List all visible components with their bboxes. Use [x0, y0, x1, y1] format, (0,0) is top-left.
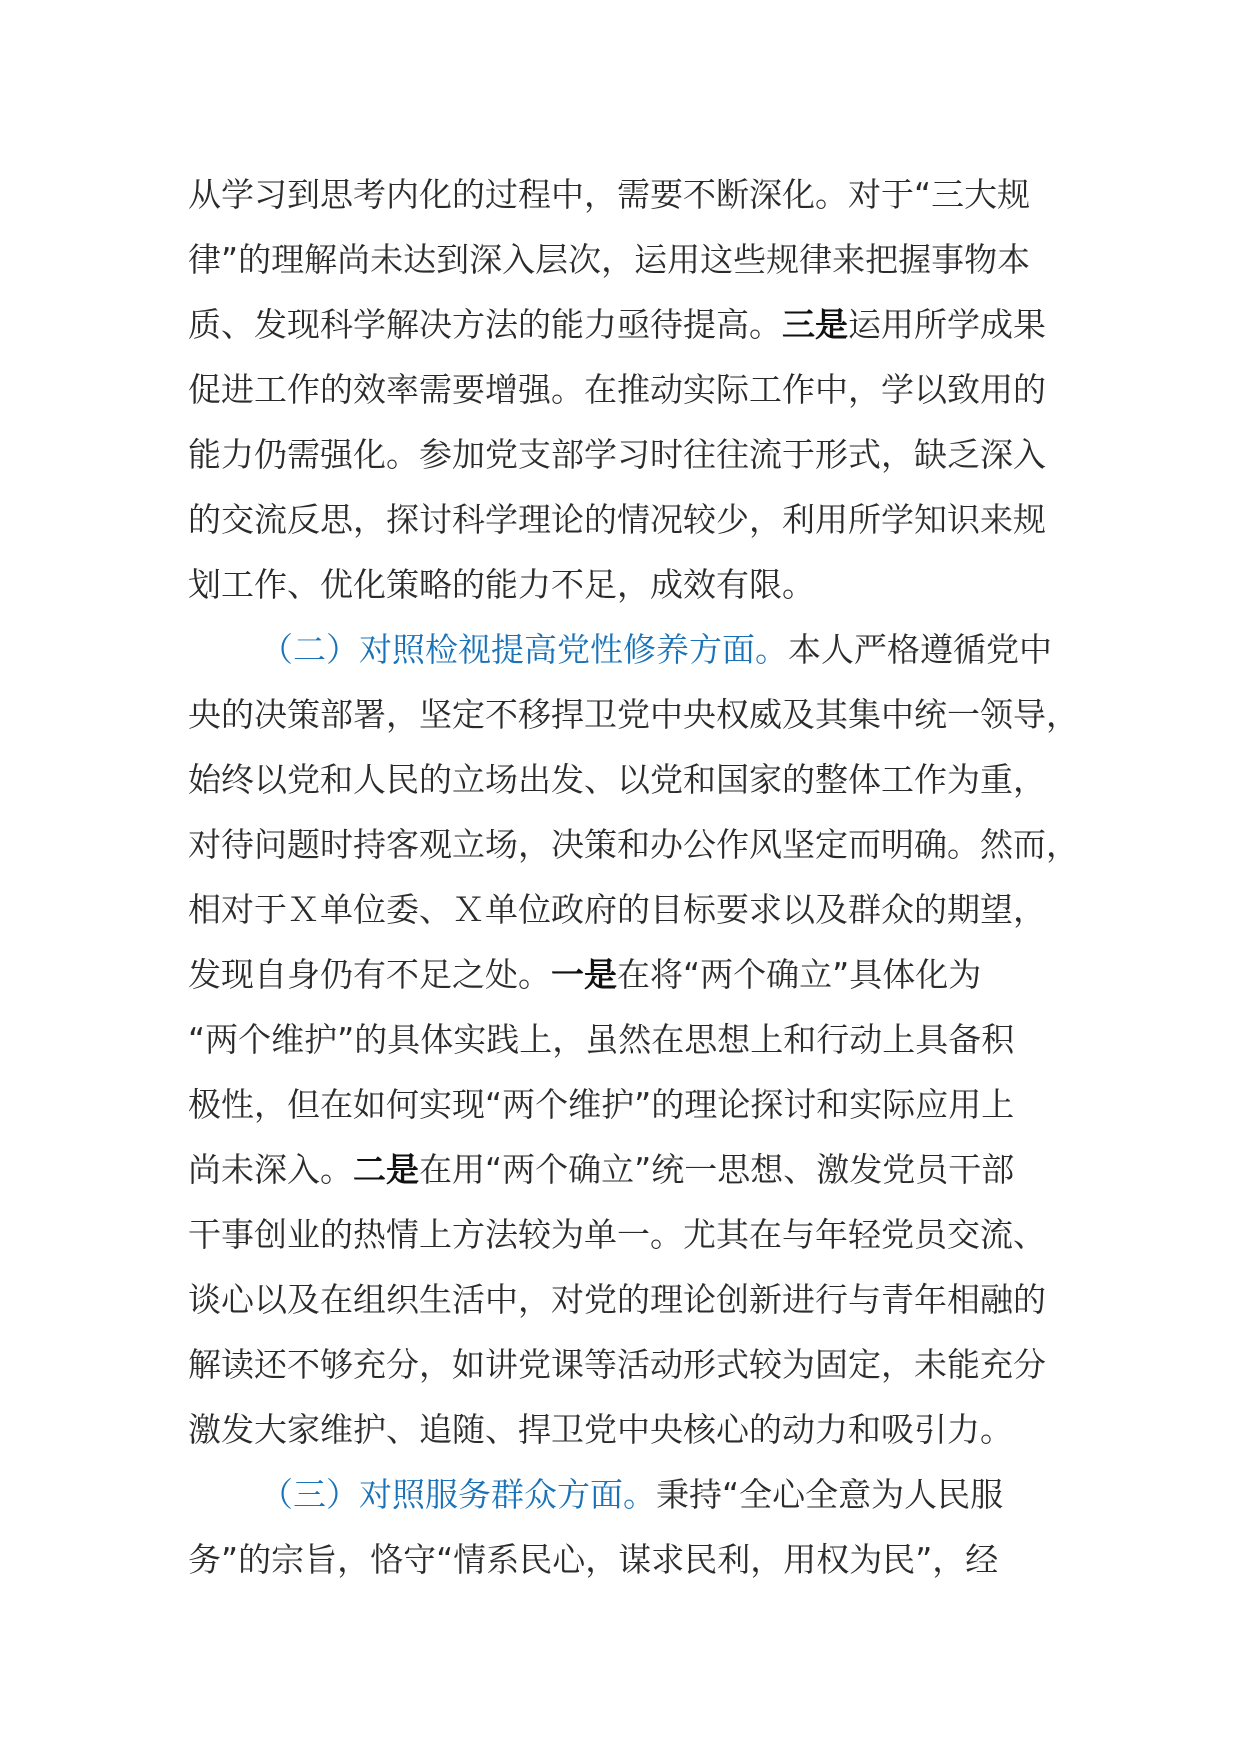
text-segment: 极性，但在如何实现“两个维护”的理论探讨和实际应用上: [188, 1085, 1015, 1124]
text-segment: 激发大家维护、追随、捍卫党中央核心的动力和吸引力。: [188, 1410, 1013, 1449]
text-segment: 干事创业的热情上方法较为单一。尤其在与年轻党员交流、: [188, 1215, 1046, 1254]
section-heading-line: [188, 617, 1068, 682]
text-segment: 在将“两个确立”具体化为: [617, 955, 982, 994]
text-line: [188, 292, 1068, 357]
text-line: [188, 812, 1079, 877]
text-line: [188, 877, 1068, 942]
text-line: [188, 227, 1068, 292]
text-line: [188, 162, 1068, 227]
text-segment: 本人严格遵循党中: [788, 630, 1052, 669]
text-segment: 始终以党和人民的立场出发、以党和国家的整体工作为重，: [188, 760, 1046, 799]
text-line: [188, 1007, 1068, 1072]
text-segment: 务”的宗旨，恪守“情系民心，谋求民利，用权为民”，经: [188, 1540, 999, 1579]
text-segment: 在用“两个确立”统一思想、激发党员干部: [419, 1150, 1015, 1189]
section-heading-line: [188, 1462, 1068, 1527]
section-heading: （二）对照检视提高党性修养方面。: [260, 630, 788, 669]
text-line: [188, 1397, 1068, 1462]
text-segment: 促进工作的效率需要增强。在推动实际工作中，学以致用的: [188, 370, 1046, 409]
text-segment: 谈心以及在组织生活中，对党的理论创新进行与青年相融的: [188, 1280, 1046, 1319]
text-segment: 从学习到思考内化的过程中，需要不断深化。对于“三大规: [188, 175, 1031, 214]
text-segment: 的交流反思，探讨科学理论的情况较少，利用所学知识来规: [188, 500, 1046, 539]
text-segment: 央的决策部署，坚定不移捍卫党中央权威及其集中统一领导，: [188, 695, 1079, 734]
text-segment: “两个维护”的具体实践上，虽然在思想上和行动上具备积: [188, 1020, 1015, 1059]
text-segment: 秉持“全心全意为人民服: [656, 1475, 1004, 1514]
point-marker-bold: 一是: [551, 955, 617, 994]
text-line: [188, 1527, 1068, 1592]
text-line: [188, 422, 1068, 487]
text-line: [188, 357, 1068, 422]
text-line: [188, 942, 1068, 1007]
text-segment: 能力仍需强化。参加党支部学习时往往流于形式，缺乏深入: [188, 435, 1046, 474]
text-segment: 解读还不够充分，如讲党课等活动形式较为固定，未能充分: [188, 1345, 1046, 1384]
text-segment: 运用所学成果: [848, 305, 1046, 344]
text-segment: 相对于Ｘ单位委、Ｘ单位政府的目标要求以及群众的期望，: [188, 890, 1046, 929]
text-line: [188, 1137, 1068, 1202]
text-segment: 律”的理解尚未达到深入层次，运用这些规律来把握事物本: [188, 240, 1031, 279]
text-line: [188, 487, 1068, 552]
text-line: [188, 1202, 1068, 1267]
text-line: [188, 1332, 1068, 1397]
point-marker-bold: 二是: [353, 1150, 419, 1189]
text-line: [188, 682, 1079, 747]
section-heading: （三）对照服务群众方面。: [260, 1475, 656, 1514]
text-line: [188, 552, 1068, 617]
document-body: [188, 162, 1079, 1592]
text-segment: 对待问题时持客观立场，决策和办公作风坚定而明确。然而，: [188, 825, 1079, 864]
text-segment: 划工作、优化策略的能力不足，成效有限。: [188, 565, 815, 604]
point-marker-bold: 三是: [782, 305, 848, 344]
text-line: [188, 747, 1068, 812]
text-line: [188, 1072, 1068, 1137]
text-segment: 质、发现科学解决方法的能力亟待提高。: [188, 305, 782, 344]
text-segment: 尚未深入。: [188, 1150, 353, 1189]
text-line: [188, 1267, 1068, 1332]
text-segment: 发现自身仍有不足之处。: [188, 955, 551, 994]
